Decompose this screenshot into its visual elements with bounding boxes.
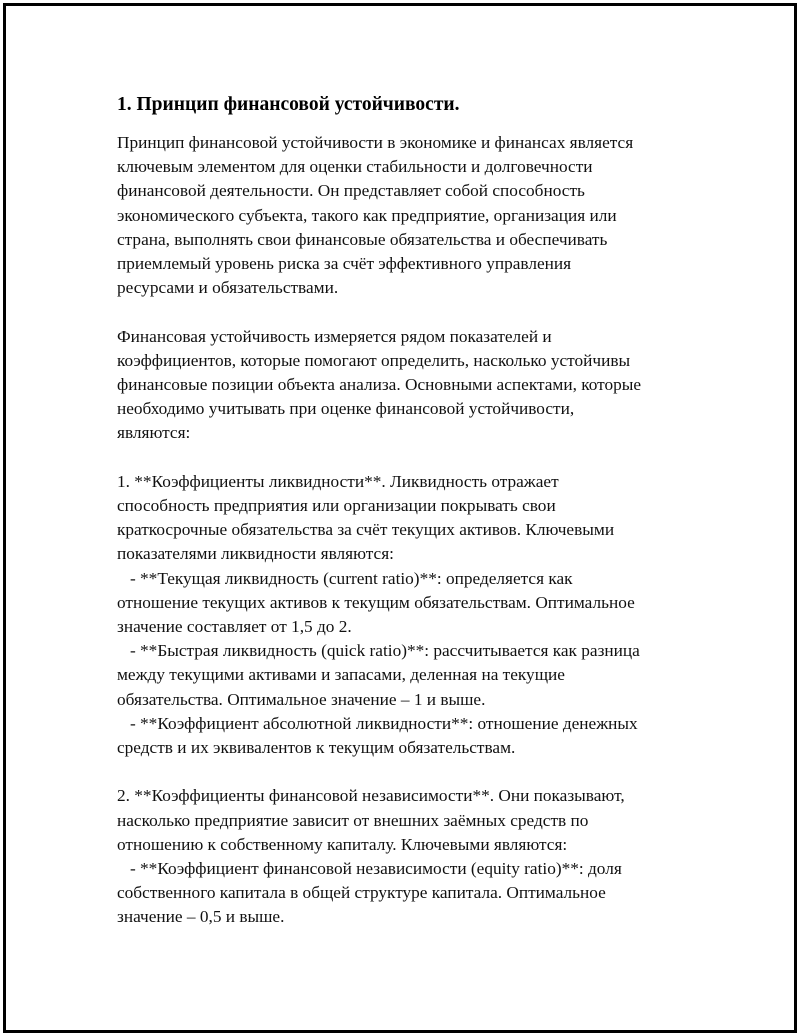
text-line: насколько предприятие зависит от внешних заёмных средств по: [117, 810, 589, 830]
text-line: страна, выполнять свои финансовые обязательства и обеспечивать: [117, 229, 608, 249]
text-line: приемлемый уровень риска за счёт эффективного управления: [117, 254, 572, 274]
text-line: - **Коэффициент абсолютной ликвидности**: отношение денежных: [117, 713, 638, 733]
text-line: краткосрочные обязательства за счёт текущих активов. Ключевыми: [117, 520, 615, 540]
text-line: 1. **Коэффициенты ликвидности**. Ликвидность отражает: [117, 471, 559, 491]
text-line: Финансовая устойчивость измеряется рядом показателей и: [117, 326, 552, 346]
paragraph-liquidity: [117, 470, 717, 760]
document-body: [117, 92, 717, 930]
paragraph-independence: [117, 784, 717, 929]
text-line: - **Текущая ликвидность (current ratio)**: определяется как: [117, 568, 573, 588]
text-line: значение составляет от 1,5 до 2.: [117, 617, 352, 637]
text-line: необходимо учитывать при оценке финансовой устойчивости,: [117, 399, 575, 419]
text-line: Принцип финансовой устойчивости в экономике и финансах является: [117, 133, 634, 152]
text-line: отношение текущих активов к текущим обязательствам. Оптимальное: [117, 592, 635, 612]
text-line: 2. **Коэффициенты финансовой независимости**. Они показывают,: [117, 786, 625, 806]
paragraph-2: [117, 325, 717, 446]
text-line: собственного капитала в общей структуре капитала. Оптимальное: [117, 883, 606, 903]
paragraph-1: [117, 131, 717, 300]
text-line: коэффициентов, которые помогают определить, насколько устойчивы: [117, 350, 631, 370]
text-line: экономического субъекта, такого как предприятие, организация или: [117, 205, 617, 225]
text-line: ресурсами и обязательствами.: [117, 278, 339, 298]
text-line: являются:: [117, 423, 191, 443]
text-line: отношению к собственному капиталу. Ключевыми являются:: [117, 834, 568, 854]
text-line: средств и их эквивалентов к текущим обязательствам.: [117, 738, 516, 758]
text-line: обязательства. Оптимальное значение – 1 и выше.: [117, 689, 486, 709]
text-line: между текущими активами и запасами, деленная на текущие: [117, 665, 565, 685]
text-line: показателями ликвидности являются:: [117, 544, 394, 564]
text-line: ключевым элементом для оценки стабильности и долговечности: [117, 157, 593, 177]
text-line: - **Быстрая ликвидность (quick ratio)**: рассчитывается как разница: [117, 641, 640, 661]
paragraph-gap: [117, 300, 717, 324]
text-line: значение – 0,5 и выше.: [117, 907, 285, 927]
section-heading: 1. Принцип финансовой устойчивости.: [117, 94, 460, 115]
paragraph-gap: [117, 760, 717, 784]
text-line: - **Коэффициент финансовой независимости (equity ratio)**: доля: [117, 859, 622, 879]
text-line: способность предприятия или организации покрывать свои: [117, 496, 556, 516]
text-line: финансовой деятельности. Он представляет собой способность: [117, 181, 585, 201]
text-line: финансовые позиции объекта анализа. Основными аспектами, которые: [117, 375, 642, 395]
paragraph-gap: [117, 446, 717, 470]
